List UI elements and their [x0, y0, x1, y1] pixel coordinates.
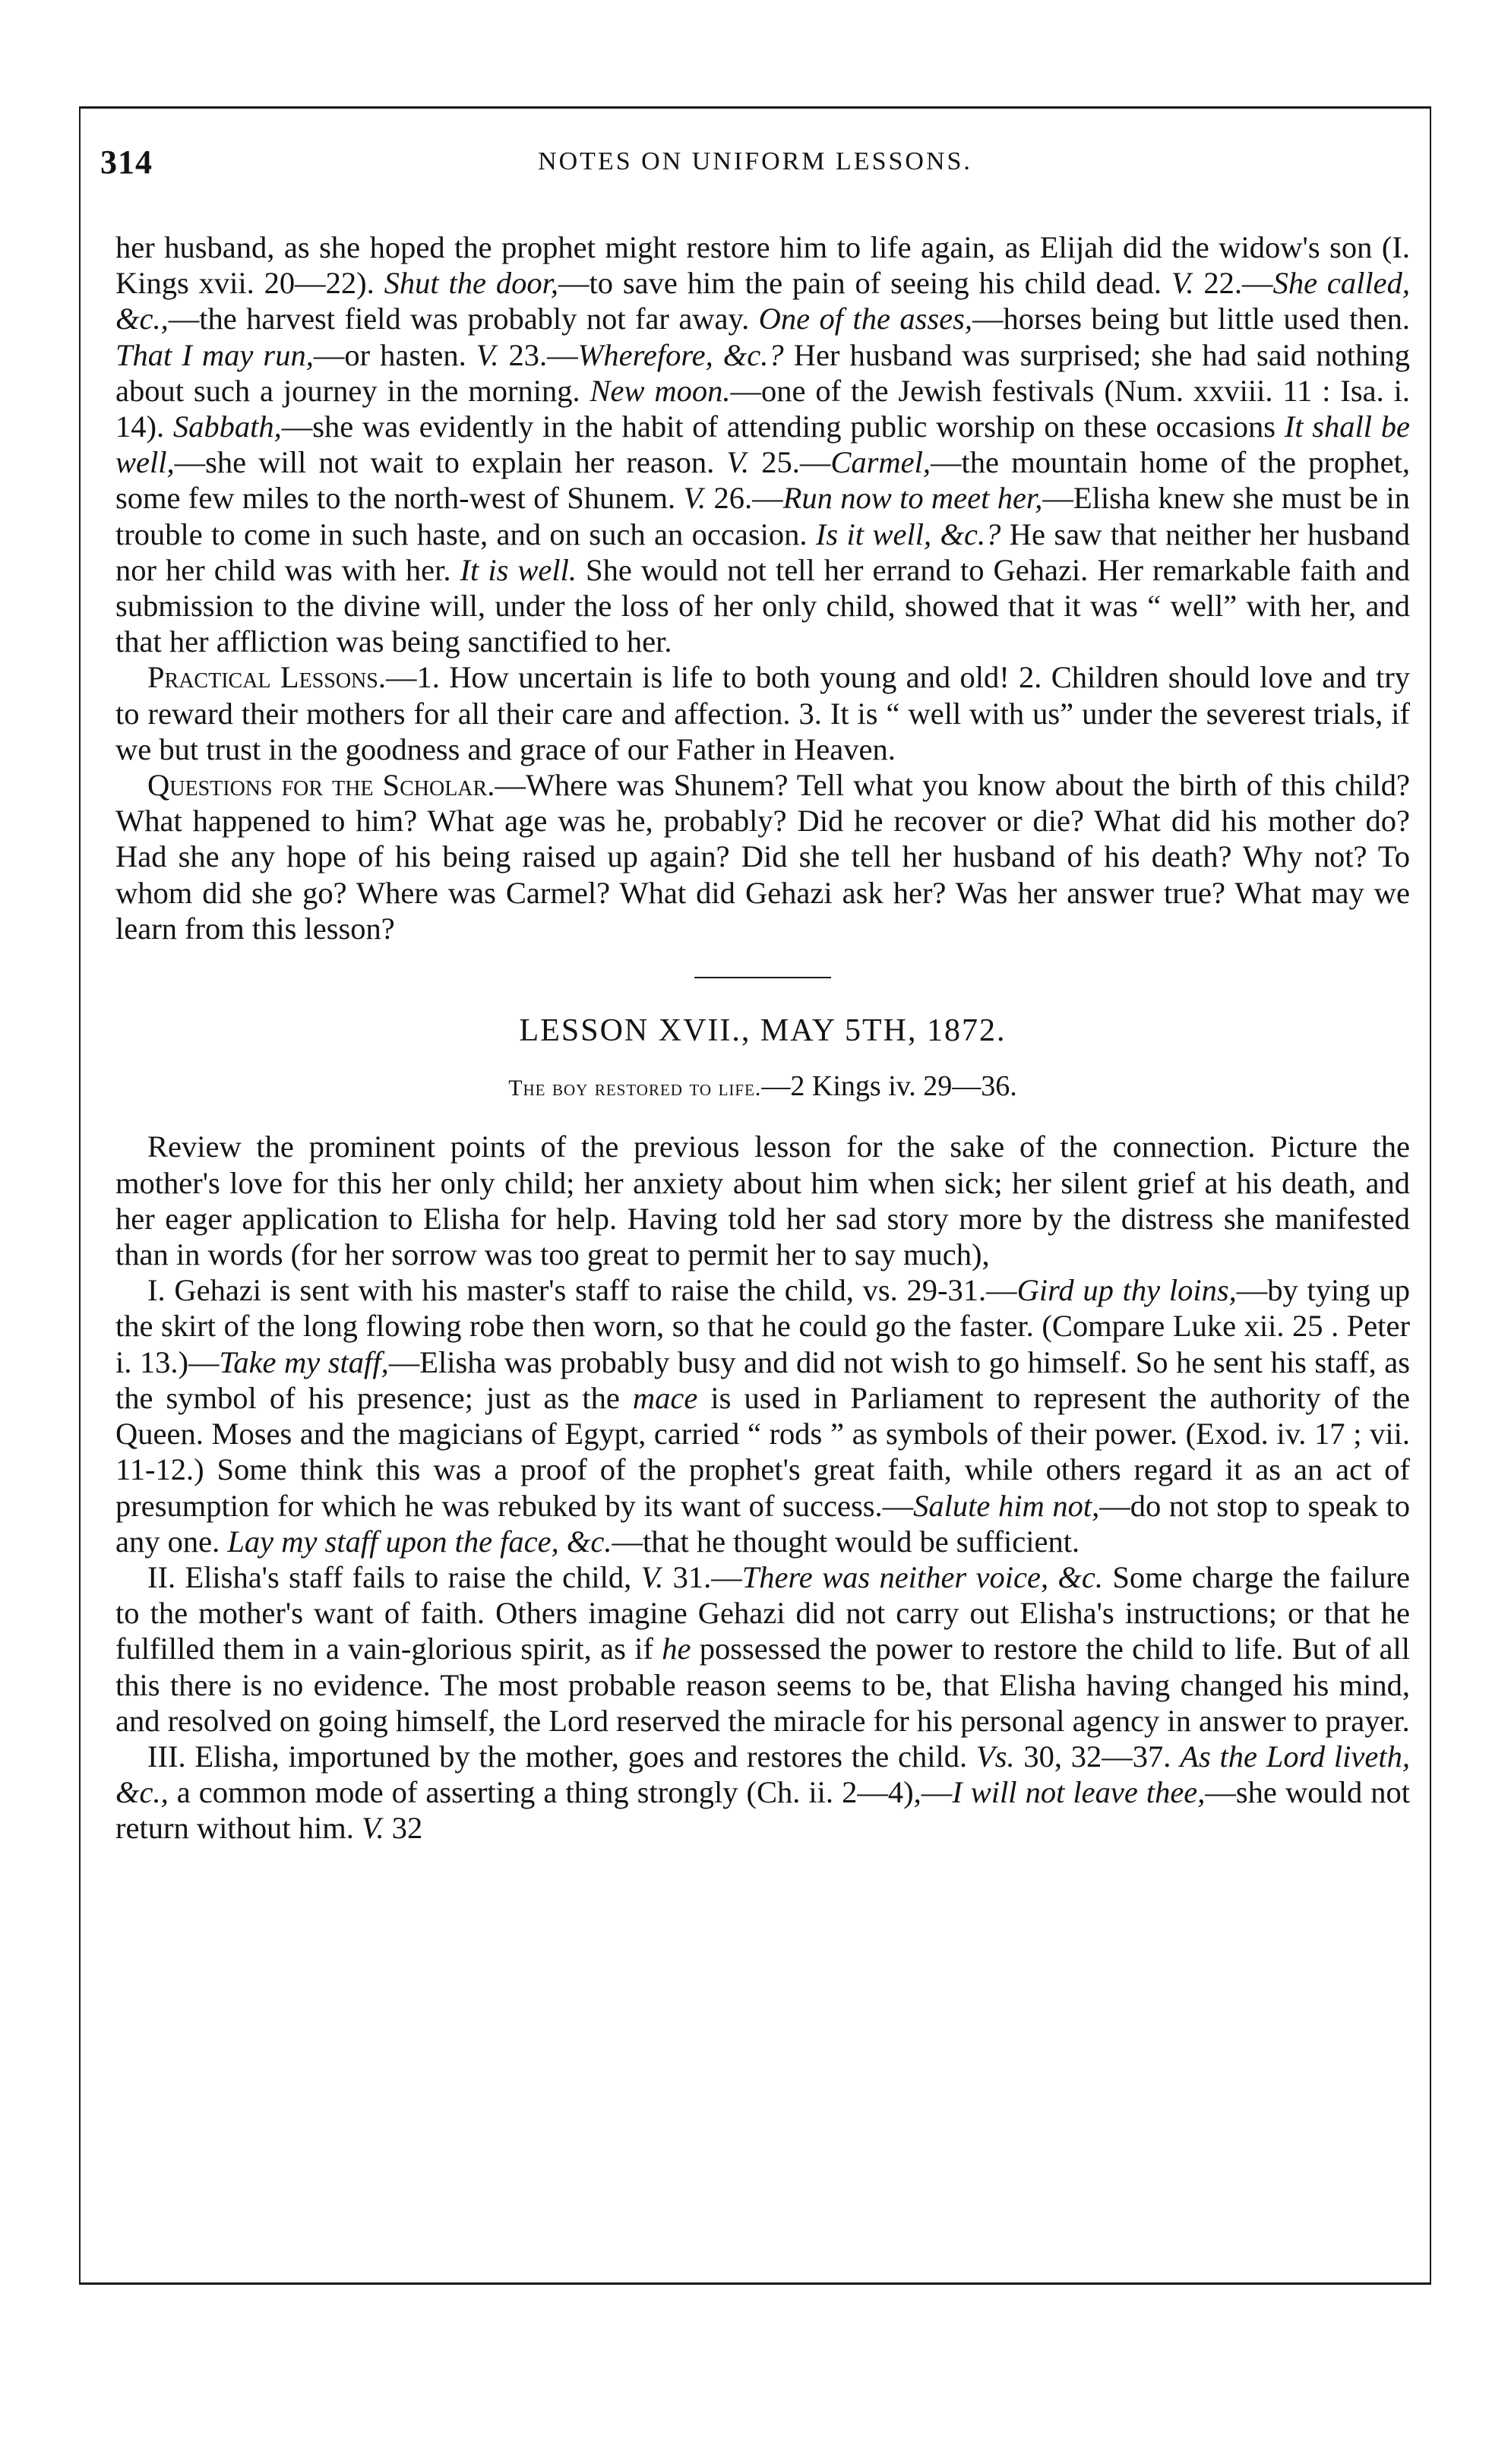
italic-run: New moon.: [590, 373, 731, 408]
italic-run: She called, &c.,: [115, 266, 1410, 336]
italic-run: Wherefore, &c.?: [577, 337, 784, 372]
italic-run: Lay my staff upon the face, &c.: [227, 1524, 612, 1559]
text-run: —or hasten.: [313, 337, 476, 372]
section-divider: [694, 977, 831, 978]
text-run: 26.—: [706, 481, 783, 516]
text-run: —Elisha was probably busy and did not wish to go himself. So he sent his staff, as the symbol of his presence; just as the: [115, 1344, 1410, 1415]
text-run: 25.—: [749, 445, 831, 480]
italic-run: Shut the door,: [384, 266, 558, 301]
paragraph-continuation: [115, 229, 1410, 659]
italic-run: Gird up thy loins,: [1016, 1273, 1237, 1308]
italic-run: That I may run,: [115, 337, 314, 372]
text-run: 32: [384, 1811, 423, 1846]
running-head: NOTES ON UNIFORM LESSONS.: [538, 147, 972, 175]
text-run: her husband, as she hoped the prophet might restore him to life again, as Elijah did the widow's son (I. Kings xvii. 20—22).: [115, 230, 1410, 301]
text-run: —she would not return without him.: [115, 1775, 1410, 1846]
bottom-rule: [79, 2282, 1431, 2285]
paragraph-review: [115, 1129, 1410, 1272]
italic-run: One of the asses,: [758, 302, 972, 336]
text-run: —she was evidently in the habit of attending public worship on these occasions: [281, 409, 1285, 444]
text-run: a common mode of asserting a thing strongly (Ch. ii. 2—4),—: [168, 1775, 953, 1810]
text-run: —horses being but little used then.: [972, 302, 1411, 336]
text-run: 31.—: [663, 1559, 742, 1594]
text-run: —the mountain home of the prophet, some few miles to the north-west of Shunem.: [115, 445, 1411, 516]
text-run: —one of the Jewish festivals (Num. xxviii. 11 : Isa. i. 14).: [115, 373, 1410, 444]
section-label: Questions for the Scholar.: [147, 768, 495, 803]
italic-run: Carmel,: [830, 445, 931, 480]
paragraph-point-one: [115, 1272, 1410, 1559]
text-run: —Elisha knew she must be in trouble to come in such haste, and on such an occasion.: [115, 481, 1410, 551]
italic-run: There was neither voice, &c.: [741, 1559, 1104, 1594]
paragraph-practical-lessons: [115, 659, 1410, 767]
italic-run: Is it well, &c.?: [815, 516, 1001, 551]
italic-run: V.: [640, 1559, 664, 1594]
text-run: —by tying up the skirt of the long flowing robe then worn, so that he could go the faster. (Compare Luke xii. 25 . Peter i. 13.)—: [115, 1273, 1410, 1379]
text-run: —to save him the pain of seeing his child dead.: [558, 266, 1171, 301]
text-run: —she will not wait to explain her reason.: [174, 445, 727, 480]
page-body: [115, 229, 1410, 1846]
italic-run: V.: [683, 481, 707, 516]
italic-run: V.: [476, 337, 499, 372]
italic-run: It shall be well,: [115, 409, 1410, 480]
left-rule: [79, 106, 81, 2285]
text-run: I. Gehazi is sent with his master's staff to raise the child, vs. 29-31.—: [147, 1273, 1017, 1308]
italic-run: V.: [361, 1811, 384, 1846]
italic-run: Take my staff,: [219, 1344, 389, 1379]
text-run: —1. How uncertain is life to both young and old! 2. Children should love and try to reward their mothers for all their care and affection. 3. It is “ well with us” under the severest trials, if we but trust in the goodness and grace of our Father in Heaven.: [115, 660, 1410, 766]
page-frame: [79, 106, 1431, 2285]
paragraph-questions: [115, 767, 1410, 946]
text-run: 22.—: [1193, 266, 1273, 301]
italic-run: It is well.: [460, 552, 577, 587]
text-run: —the harvest field was probably not far away.: [168, 302, 759, 336]
italic-run: Salute him not,: [913, 1488, 1100, 1523]
paragraph-point-two: [115, 1559, 1410, 1739]
italic-run: As the Lord liveth, &c.,: [115, 1739, 1411, 1810]
section-label: Practical Lessons.: [147, 660, 386, 695]
text-run: II. Elisha's staff fails to raise the child,: [147, 1559, 641, 1594]
text-run: is used in Parliament to represent the authority of the Queen. Moses and the magicians of Egypt, carried “ rods ” as symbols of their power. (Exod. iv. 17 ; vii. 11-12.) Some think this was a proof of the prophet's great faith, while others regard it as an act of presumption for which he was rebuked by its want of success.—: [115, 1380, 1410, 1523]
italic-run: I will not leave thee,: [952, 1775, 1206, 1810]
italic-run: he: [662, 1632, 691, 1666]
page-header: [100, 143, 1410, 185]
text-run: 30, 32—37.: [1014, 1739, 1181, 1774]
italic-run: V.: [1171, 266, 1194, 301]
lesson-subtitle: [115, 1069, 1410, 1106]
page-number: 314: [100, 144, 153, 181]
text-run: Review the prominent points of the previous lesson for the sake of the connection. Picture the mother's love for this her only child; her anxiety about him when sick; her silent grief at his death, and her eager application to Elisha for help. Having told her sad story more by the distress she manifested than in words (for her sorrow was too great to permit her to say much),: [115, 1129, 1410, 1272]
italic-run: Run now to meet her,: [782, 481, 1043, 516]
text-run: She would not tell her errand to Gehazi. Her remarkable faith and submission to the divine will, under the loss of her only child, showed that it was “ well” with her, and that her affliction was being sanctified to her.: [115, 552, 1411, 659]
text-run: —Where was Shunem? Tell what you know about the birth of this child? What happened to him? What age was he, probably? Did he recover or die? What did his mother do? Had she any hope of his being raised up again? Did she tell her husband of his death? Why not? To whom did she go? Where was Carmel? What did Gehazi ask her? Was her answer true? What may we learn from this lesson?: [115, 768, 1411, 946]
paragraph-point-three: [115, 1739, 1410, 1846]
text-run: —that he thought would be sufficient.: [612, 1524, 1080, 1559]
text-run: 23.—: [498, 337, 578, 372]
text-run: He saw that neither her husband nor her child was with her.: [115, 516, 1410, 587]
text-run: —do not stop to speak to any one.: [115, 1488, 1410, 1559]
lesson-title: LESSON XVII., MAY 5TH, 1872.: [519, 1013, 1007, 1049]
top-rule: [79, 106, 1431, 109]
italic-run: V.: [726, 445, 750, 480]
lesson-subtitle-label: The boy restored to life.: [508, 1076, 762, 1101]
italic-run: Vs.: [975, 1739, 1015, 1774]
italic-run: mace: [632, 1380, 698, 1415]
text-run: Some charge the failure to the mother's want of faith. Others imagine Gehazi did not carry out Elisha's instructions; or that he fulfilled them in a vain-glorious spirit, as if: [115, 1559, 1410, 1666]
right-rule: [1430, 106, 1431, 2285]
text-run: Her husband was surprised; she had said nothing about such a journey in the morning.: [115, 337, 1411, 408]
text-run: possessed the power to restore the child to life. But of all this there is no evidence. The most probable reason seems to be, that Elisha having changed his mind, and resolved on going himself, the Lord reserved the miracle for his personal agency in answer to prayer.: [115, 1632, 1410, 1738]
lesson-reference: —2 Kings iv. 29—36.: [761, 1070, 1017, 1103]
italic-run: Sabbath,: [172, 409, 282, 444]
text-run: III. Elisha, importuned by the mother, goes and restores the child.: [147, 1739, 976, 1774]
